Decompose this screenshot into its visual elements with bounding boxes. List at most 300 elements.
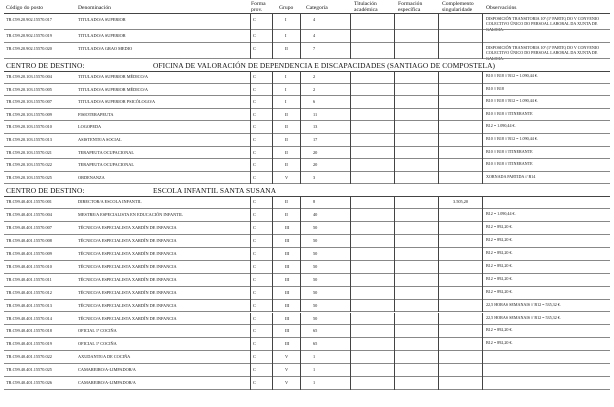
cell-grupo: I (285, 74, 287, 79)
cell-denominacion: TERAPEUTA OCUPACIONAL (78, 162, 134, 168)
header-titulacion: Titulación académica (354, 1, 378, 13)
table-row (0, 377, 614, 390)
table-row (0, 300, 614, 313)
cell-categoria: 17 (313, 137, 318, 142)
column-rule (438, 338, 439, 351)
cell-observaciones: B12 = 1.090,44 €. (486, 123, 516, 129)
section-heading (6, 61, 496, 70)
cell-forma-prov: C (253, 302, 256, 308)
column-rule (438, 147, 439, 160)
column-rule (482, 351, 483, 364)
cell-grupo: III (285, 302, 290, 308)
column-rule (438, 71, 439, 84)
cell-observaciones: B10 // B18 // ITINERANTE (486, 110, 533, 116)
column-rule (250, 209, 251, 222)
column-rule (350, 209, 351, 222)
cell-categoria: 20 (313, 149, 318, 155)
column-rule (350, 274, 351, 287)
cell-grupo: II (285, 212, 288, 218)
column-rule (438, 43, 439, 59)
cell-denominacion: OFICIAL 1ª COCIÑA (78, 328, 117, 334)
column-rule (272, 30, 273, 43)
cell-grupo: III (285, 315, 290, 321)
column-rule (394, 222, 395, 235)
column-rule (250, 30, 251, 43)
cell-categoria: 13 (313, 124, 318, 130)
cell-forma-prov: C (253, 86, 256, 92)
cell-forma-prov: C (253, 137, 256, 142)
column-rule (394, 377, 395, 390)
column-rule (272, 121, 273, 134)
column-rule (350, 134, 351, 147)
table-row (0, 134, 614, 147)
column-rule (438, 134, 439, 147)
cell-forma-prov: C (253, 124, 256, 130)
cell-forma-prov: C (253, 225, 256, 231)
column-rule (250, 235, 251, 248)
column-rule (438, 14, 439, 30)
cell-categoria: 50 (313, 289, 318, 295)
column-rule (300, 134, 301, 147)
cell-grupo: I (285, 99, 287, 105)
column-rule (350, 313, 351, 326)
column-rule (350, 30, 351, 43)
cell-categoria: 2 (313, 86, 316, 92)
cell-code: TR.C99.40.401.15570.009 (6, 251, 52, 256)
cell-code: TR.C99.40.401.15570.001 (6, 199, 52, 205)
column-rule (350, 109, 351, 122)
cell-code: TR.C99.20.103.15570.021 (6, 149, 52, 155)
cell-forma-prov: C (253, 162, 256, 168)
column-rule (272, 222, 273, 235)
column-rule (394, 134, 395, 147)
column-rule (394, 325, 395, 338)
cell-observaciones: B12 = 892,20 €. (486, 237, 513, 243)
column-rule (272, 338, 273, 351)
column-rule (250, 14, 251, 30)
cell-code: TR.C99.20.103.15570.007 (6, 99, 52, 105)
column-rule (272, 235, 273, 248)
section-destination-name: OFICINA DE VALORACIÓN DE DEPENDENCIA E DISCAPACIDADES (SANTIAGO DE COMPOSTELA) (153, 61, 496, 70)
cell-grupo: II (285, 199, 288, 205)
cell-denominacion: TÉCNICO/A ESPECIALISTA XARDÍN DE INFANCIA (78, 263, 177, 269)
cell-forma-prov: C (253, 99, 256, 105)
column-rule (272, 14, 273, 30)
cell-grupo: II (285, 111, 288, 117)
cell-denominacion: AXUDANTE/A DE COCIÑA (78, 354, 131, 360)
row-rule (4, 389, 610, 390)
table-row (0, 209, 614, 222)
column-rule (272, 325, 273, 338)
cell-grupo: I (285, 33, 287, 38)
column-rule (272, 300, 273, 313)
cell-forma-prov: C (253, 380, 256, 385)
column-rule (272, 196, 273, 209)
column-rule (394, 274, 395, 287)
section-heading (6, 186, 277, 196)
cell-denominacion: TÉCNICO/A ESPECIALISTA XARDÍN DE INFANCIA (78, 315, 177, 321)
cell-observaciones: B12 = 892,20 €. (486, 288, 513, 294)
cell-forma-prov: C (253, 251, 256, 256)
column-rule (300, 222, 301, 235)
column-rule (300, 14, 301, 30)
cell-code: TR.C99.20.103.15570.004 (6, 74, 52, 79)
column-rule (394, 30, 395, 43)
column-rule (438, 96, 439, 109)
column-rule (272, 351, 273, 364)
column-rule (250, 274, 251, 287)
column-rule (482, 209, 483, 222)
cell-denominacion: LOGOPEDA (78, 124, 102, 130)
column-rule (482, 84, 483, 97)
column-rule (300, 364, 301, 377)
column-rule (482, 71, 483, 84)
table-row (0, 313, 614, 326)
column-rule (438, 209, 439, 222)
table-row (0, 30, 614, 43)
column-rule (394, 313, 395, 326)
column-rule (350, 261, 351, 274)
column-rule (250, 364, 251, 377)
cell-observaciones: B12 = 892,20 €. (486, 250, 513, 255)
cell-observaciones: B10 // B18 // B12 = 1.090,44 €. (486, 98, 538, 104)
column-rule (482, 43, 483, 59)
column-rule (394, 14, 395, 30)
cell-forma-prov: C (253, 149, 256, 155)
cell-denominacion: OFICIAL 1ª COCIÑA (78, 341, 117, 347)
column-rule (300, 351, 301, 364)
column-rule (482, 261, 483, 274)
column-rule (438, 313, 439, 326)
column-rule (250, 109, 251, 122)
cell-categoria: 2 (313, 74, 316, 79)
cell-denominacion: TITULADO/A SUPERIOR (78, 17, 126, 22)
column-rule (250, 71, 251, 84)
column-rule (250, 261, 251, 274)
cell-denominacion: TÉCNICO/A ESPECIALISTA XARDÍN DE INFANCIA (78, 276, 177, 282)
cell-forma-prov: C (253, 315, 256, 321)
column-rule (482, 121, 483, 134)
cell-categoria: 50 (313, 302, 318, 308)
column-rule (250, 172, 251, 185)
column-rule (394, 196, 395, 209)
cell-grupo: III (285, 289, 290, 295)
column-rule (272, 71, 273, 84)
column-rule (438, 248, 439, 261)
column-rule (350, 300, 351, 313)
table-row (0, 159, 614, 172)
cell-observaciones: 22,5 HORAS SEMANAIS // B12 = 535,32 €. (486, 314, 561, 320)
section-label: CENTRO DE DESTINO: (6, 61, 85, 70)
cell-categoria: 11 (313, 111, 318, 117)
cell-categoria: 4 (313, 33, 316, 38)
column-rule (272, 364, 273, 377)
column-rule (482, 30, 483, 43)
column-rule (272, 96, 273, 109)
cell-forma-prov: C (253, 354, 256, 360)
column-rule (394, 96, 395, 109)
column-rule (394, 71, 395, 84)
column-rule (482, 287, 483, 300)
column-rule (250, 147, 251, 160)
column-rule (300, 121, 301, 134)
column-rule (482, 325, 483, 338)
column-rule (250, 248, 251, 261)
column-rule (300, 84, 301, 97)
cell-forma-prov: C (253, 367, 256, 373)
cell-observaciones: XORNADA PARTIDA // B14 (486, 173, 536, 179)
cell-denominacion: TITULADO/A GRAO MEDIO (78, 46, 133, 51)
column-rule (250, 287, 251, 300)
cell-grupo: II (285, 149, 288, 155)
cell-forma-prov: C (253, 33, 256, 38)
column-rule (482, 338, 483, 351)
table-row (0, 338, 614, 351)
cell-observaciones: B12 = 1.090,44 €. (486, 211, 516, 217)
cell-denominacion: MESTRE/A ESPECIALISTA EN EDUCACIÓN INFANTIL (78, 212, 183, 218)
header-forma-prov: Forma prov. (251, 1, 266, 13)
column-rule (250, 196, 251, 209)
cell-categoria: 7 (313, 46, 316, 51)
column-rule (250, 222, 251, 235)
cell-categoria: 50 (313, 315, 318, 321)
cell-code: TR.C99.20.103.15570.025 (6, 174, 52, 180)
column-rule (272, 261, 273, 274)
cell-forma-prov: C (253, 341, 256, 347)
column-rule (482, 134, 483, 147)
column-rule (394, 261, 395, 274)
cell-categoria: 8 (313, 199, 316, 205)
column-rule (300, 235, 301, 248)
column-rule (272, 84, 273, 97)
column-rule (438, 351, 439, 364)
column-rule (350, 172, 351, 185)
cell-categoria: 50 (313, 263, 318, 269)
cell-grupo: III (285, 225, 290, 231)
column-rule (394, 43, 395, 59)
column-rule (250, 300, 251, 313)
column-rule (438, 172, 439, 185)
column-rule (438, 261, 439, 274)
cell-grupo: II (285, 162, 288, 168)
column-rule (350, 43, 351, 59)
column-rule (482, 364, 483, 377)
cell-code: TR.C99.20.902.15570.019 (6, 33, 52, 38)
cell-denominacion: TÉCNICO/A ESPECIALISTA XARDÍN DE INFANCIA (78, 225, 177, 231)
cell-code: TR.C99.40.401.15570.012 (6, 289, 52, 295)
column-rule (300, 109, 301, 122)
column-rule (394, 209, 395, 222)
cell-grupo: I (285, 86, 287, 92)
column-rule (350, 351, 351, 364)
column-rule (438, 377, 439, 390)
column-rule (350, 14, 351, 30)
cell-forma-prov: C (253, 212, 256, 218)
cell-categoria: 1 (313, 380, 316, 385)
cell-forma-prov: C (253, 74, 256, 79)
cell-denominacion: TÉCNICO/A ESPECIALISTA XARDÍN DE INFANCIA (78, 289, 177, 295)
header-grupo: Grupo (279, 5, 294, 11)
column-rule (438, 84, 439, 97)
column-rule (482, 109, 483, 122)
cell-observaciones: B10 // B18 // ITINERANTE (486, 148, 533, 154)
column-rule (350, 248, 351, 261)
column-rule (482, 222, 483, 235)
column-rule (350, 96, 351, 109)
cell-categoria: 20 (313, 162, 318, 168)
column-rule (300, 261, 301, 274)
cell-observaciones: B12 = 892,20 €. (486, 340, 513, 346)
cell-forma-prov: C (253, 111, 256, 117)
cell-observaciones: B10 // B18 // ITINERANTE (486, 161, 533, 167)
column-rule (482, 300, 483, 313)
cell-categoria: 3 (313, 174, 316, 180)
cell-code: TR.C99.20.103.15570.005 (6, 86, 52, 92)
cell-grupo: V (285, 354, 289, 360)
column-rule (272, 109, 273, 122)
cell-denominacion: CAMAREIRO/A-LIMPADOR/A (78, 380, 136, 385)
column-rule (350, 71, 351, 84)
table-row (0, 261, 614, 274)
column-rule (482, 172, 483, 185)
column-rule (300, 209, 301, 222)
cell-code: TR.C99.40.401.15570.010 (6, 263, 52, 269)
cell-forma-prov: C (253, 276, 256, 282)
column-rule (300, 300, 301, 313)
column-rule (394, 364, 395, 377)
column-rule (300, 377, 301, 390)
cell-grupo: III (285, 238, 290, 244)
column-rule (250, 96, 251, 109)
cell-forma-prov: C (253, 174, 256, 180)
column-rule (250, 338, 251, 351)
table-row (0, 274, 614, 287)
column-rule (350, 84, 351, 97)
column-rule (482, 313, 483, 326)
cell-denominacion: DIRECTOR/A ESCOLA INFANTIL (78, 199, 142, 205)
cell-denominacion: TITULADO/A SUPERIOR MÉDICO/A (78, 86, 148, 92)
cell-code: TR.C99.40.401.15570.022 (6, 354, 52, 360)
cell-grupo: V (285, 174, 289, 180)
cell-observaciones: B10 // B18 // B12 = 1.090,44 €. (486, 136, 538, 141)
header-observaciones: Observacións (486, 5, 517, 11)
column-rule (250, 313, 251, 326)
column-rule (300, 196, 301, 209)
cell-categoria: 65 (313, 341, 318, 347)
cell-grupo: V (285, 367, 289, 373)
cell-forma-prov: C (253, 328, 256, 334)
column-rule (250, 377, 251, 390)
column-rule (438, 159, 439, 172)
table-row (0, 84, 614, 97)
table-row (0, 248, 614, 261)
cell-categoria: 50 (313, 276, 318, 282)
table-row (0, 43, 614, 59)
table-row (0, 196, 614, 209)
cell-forma-prov: C (253, 289, 256, 295)
column-rule (300, 248, 301, 261)
cell-categoria: 6 (313, 99, 316, 105)
column-rule (438, 30, 439, 43)
column-rule (394, 109, 395, 122)
column-rule (350, 159, 351, 172)
column-rule (300, 30, 301, 43)
column-rule (300, 338, 301, 351)
column-rule (272, 159, 273, 172)
column-rule (482, 147, 483, 160)
table-row (0, 109, 614, 122)
cell-categoria: 65 (313, 328, 318, 334)
row-rule (4, 183, 610, 184)
table-row (0, 147, 614, 160)
column-rule (272, 172, 273, 185)
column-rule (394, 84, 395, 97)
column-rule (394, 248, 395, 261)
column-rule (438, 325, 439, 338)
cell-observaciones: DISPOSICIÓN TRANSITORIA 10ª (1ª PARTE) DO V CONVENIO COLECTIVO ÚNICO DO PERSOAL LABORAL DA XUNTA DE GALICIA. (486, 16, 600, 32)
header-formacion: Formación específica (398, 1, 423, 13)
cell-forma-prov: C (253, 17, 256, 22)
cell-code: TR.C99.40.401.15570.004 (6, 212, 52, 218)
column-rule (394, 338, 395, 351)
column-rule (482, 248, 483, 261)
cell-observaciones: B12 = 892,20 €. (486, 262, 513, 268)
cell-observaciones: B12 = 892,20 €. (486, 327, 513, 333)
column-rule (438, 222, 439, 235)
column-rule (350, 364, 351, 377)
cell-code: TR.C99.40.401.15570.013 (6, 302, 52, 308)
column-rule (438, 274, 439, 287)
cell-denominacion: TITULADO/A SUPERIOR (78, 33, 126, 38)
column-rule (250, 84, 251, 97)
cell-denominacion: CAMAREIRO/A-LIMPADOR/A (78, 367, 136, 373)
column-rule (350, 287, 351, 300)
cell-grupo: III (285, 263, 290, 269)
column-rule (272, 287, 273, 300)
table-row (0, 172, 614, 185)
cell-grupo: V (285, 380, 289, 385)
column-rule (350, 147, 351, 160)
cell-forma-prov: C (253, 199, 256, 205)
column-rule (394, 147, 395, 160)
cell-grupo: II (285, 137, 288, 142)
table-row (0, 222, 614, 235)
table-row (0, 71, 614, 84)
cell-observaciones: B10 // B18 // B12 = 1.090,44 €. (486, 73, 538, 78)
header-code: Código do posto (6, 5, 43, 11)
header-complemento: Complemento singularidade (442, 1, 474, 13)
cell-observaciones: DISPOSICIÓN TRANSITORIA 10ª (1ª PARTE) DO V CONVENIO COLECTIVO ÚNICO DO PERSOAL LABORAL DA XUNTA DE GALICIA. (486, 45, 600, 61)
column-rule (350, 196, 351, 209)
cell-denominacion: ORDENANZA (78, 174, 105, 180)
column-rule (438, 364, 439, 377)
cell-grupo: III (285, 328, 290, 334)
header-categoria: Categoría (306, 5, 328, 11)
column-rule (300, 43, 301, 59)
column-rule (300, 313, 301, 326)
table-row (0, 351, 614, 364)
column-rule (482, 14, 483, 30)
cell-complemento: 3.505,20 (453, 199, 469, 205)
section-destination-name: ESCOLA INFANTIL SANTA SUSANA (153, 186, 277, 196)
column-rule (438, 287, 439, 300)
cell-code: TR.C99.40.401.15570.007 (6, 225, 52, 231)
table-row (0, 121, 614, 134)
column-rule (394, 351, 395, 364)
column-rule (250, 121, 251, 134)
column-rule (394, 172, 395, 185)
row-rule (4, 58, 610, 59)
